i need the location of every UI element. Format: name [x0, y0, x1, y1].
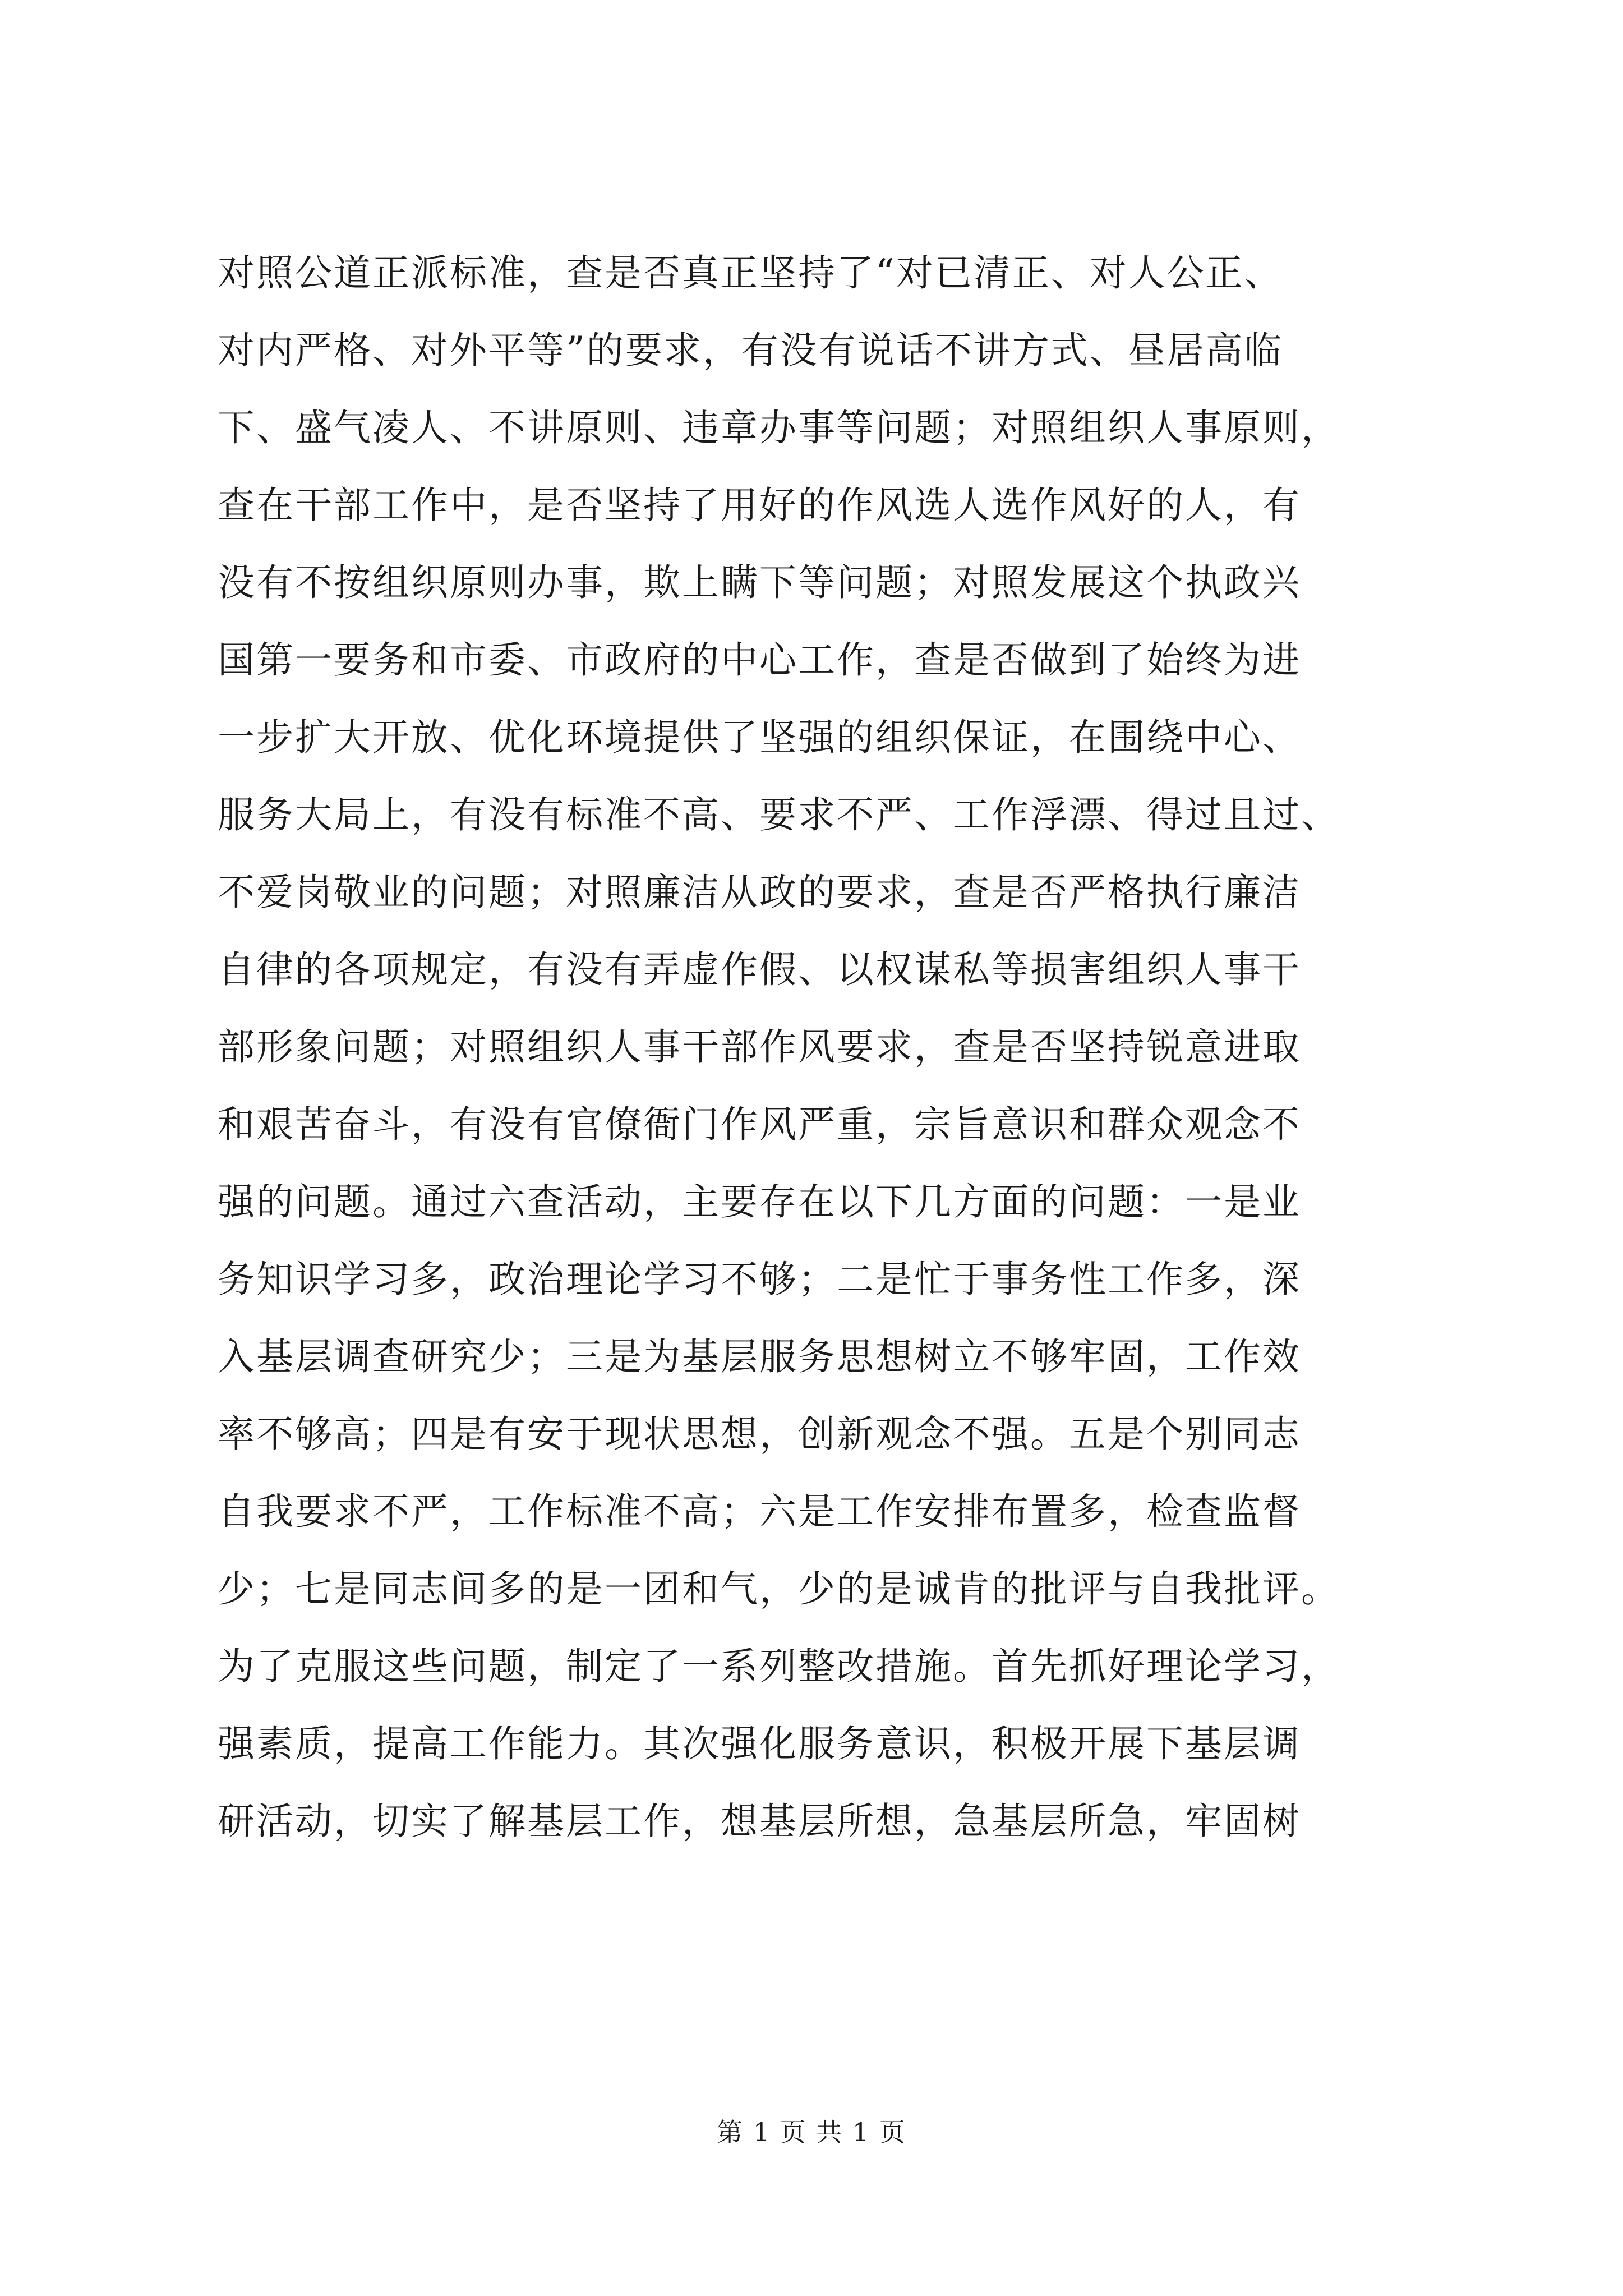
text-line: 部形象问题；对照组织人事干部作风要求，查是否坚持锐意进取 [218, 1025, 1301, 1069]
text-line: 少；七是同志间多的是一团和气，少的是诚肯的批评与自我批评。 [218, 1567, 1340, 1611]
text-line: 为了克服这些问题，制定了一系列整改措施。首先抓好理论学习， [218, 1645, 1340, 1688]
text-line: 下、盛气凌人、不讲原则、违章办事等问题；对照组织人事原则， [218, 406, 1340, 449]
text-line: 一步扩大开放、优化环境提供了坚强的组织保证，在围绕中心、 [218, 716, 1301, 759]
text-line: 率不够高；四是有安于现状思想，创新观念不强。五是个别同志 [218, 1412, 1301, 1456]
text-line: 服务大局上，有没有标准不高、要求不严、工作浮漂、得过且过、 [218, 793, 1340, 836]
text-line: 自律的各项规定，有没有弄虚作假、以权谋私等损害组织人事干 [218, 948, 1301, 991]
text-line: 入基层调查研究少；三是为基层服务思想树立不够牢固，工作效 [218, 1335, 1301, 1378]
text-line: 强素质，提高工作能力。其次强化服务意识，积极开展下基层调 [218, 1722, 1301, 1765]
page-footer: 第 1 页 共 1 页 [717, 2117, 906, 2147]
text-line: 对内严格、对外平等”的要求，有没有说话不讲方式、昼居高临 [218, 329, 1283, 372]
document-body [218, 234, 1451, 1860]
text-line: 自我要求不严，工作标准不高；六是工作安排布置多，检查监督 [218, 1490, 1301, 1533]
text-line: 研活动，切实了解基层工作，想基层所想，急基层所急，牢固树 [218, 1800, 1301, 1843]
text-line: 不爱岗敬业的问题；对照廉洁从政的要求，查是否严格执行廉洁 [218, 871, 1301, 914]
text-line: 国第一要务和市委、市政府的中心工作，查是否做到了始终为进 [218, 638, 1301, 682]
text-line: 和艰苦奋斗，有没有官僚衙门作风严重，宗旨意识和群众观念不 [218, 1103, 1301, 1146]
text-line: 务知识学习多，政治理论学习不够；二是忙于事务性工作多，深 [218, 1258, 1301, 1301]
text-line: 强的问题。通过六查活动，主要存在以下几方面的问题：一是业 [218, 1180, 1301, 1223]
text-line: 对照公道正派标准，查是否真正坚持了“对已清正、对人公正、 [218, 251, 1283, 295]
text-line: 查在干部工作中，是否坚持了用好的作风选人选作风好的人，有 [218, 484, 1301, 527]
text-line: 没有不按组织原则办事，欺上瞒下等问题；对照发展这个执政兴 [218, 561, 1301, 604]
